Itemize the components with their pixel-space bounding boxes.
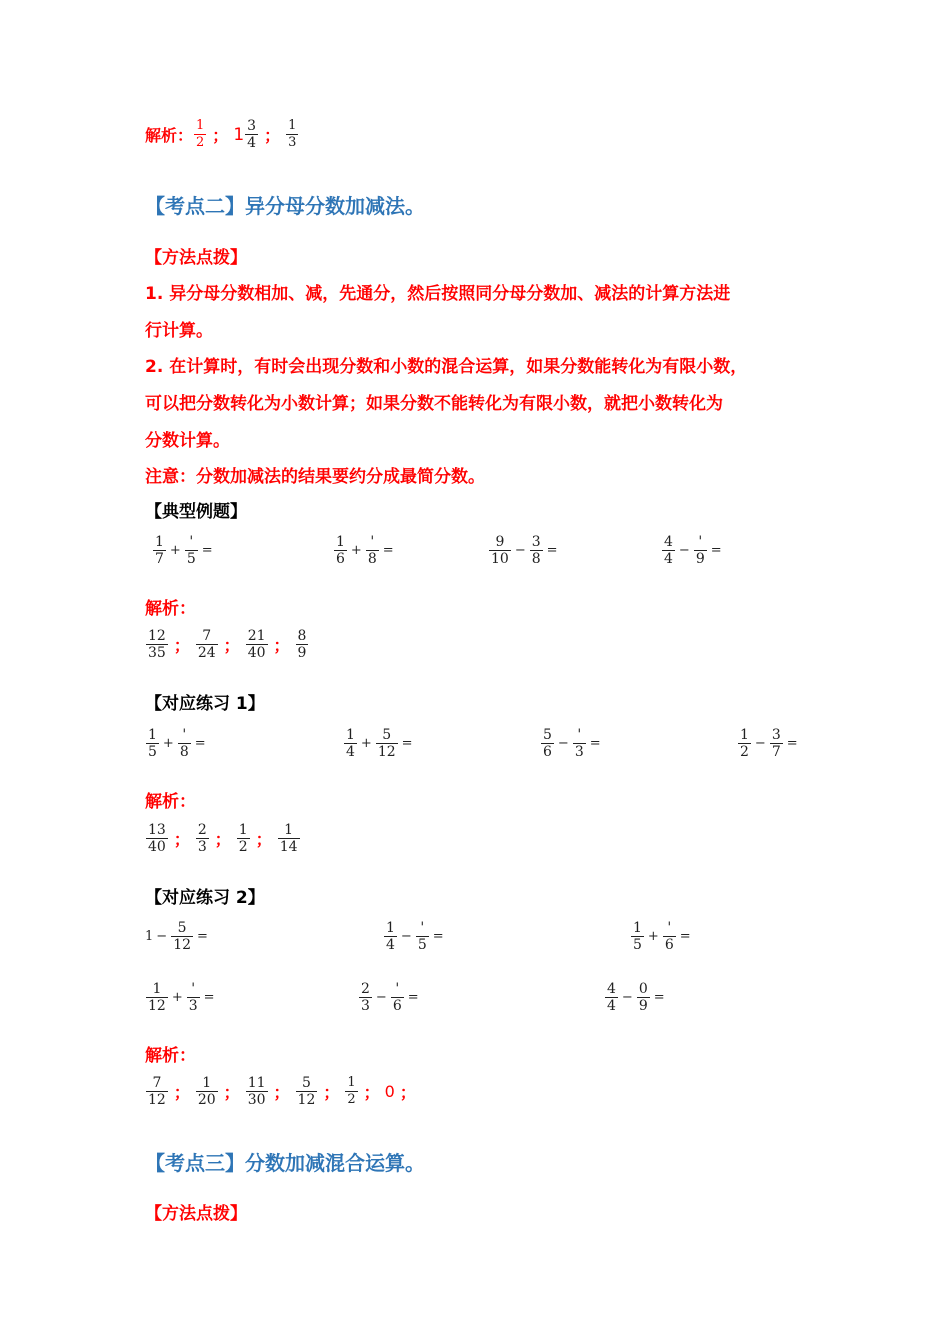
example-title: 【典型例题】 (145, 502, 247, 522)
method-line: 1. 异分母分数相加、减，先通分，然后按照同分母分数加、减法的计算方法进 (145, 284, 731, 304)
expression: $\frac{2}{3}$ − $\frac{'}{6}$ = (361, 981, 419, 1014)
expression: $\frac{1}{4}$ − $\frac{'}{5}$ = (386, 920, 444, 953)
practice1-title: 【对应练习 1】 (145, 694, 265, 714)
method-title: 【方法点拨】 (145, 1204, 247, 1224)
method-line: 分数计算。 (145, 431, 230, 451)
expression: $\frac{1}{5}$ + $\frac{'}{6}$ = (633, 920, 691, 953)
zero-answer: 0 (384, 1082, 395, 1101)
expression: $\frac{4}{4}$ − $\frac{'}{9}$ = (664, 534, 722, 567)
answer-label: 解析： (145, 1046, 196, 1066)
expression: $\frac{9}{10}$ − $\frac{3}{8}$ = (491, 534, 558, 567)
expression: $\frac{1}{7}$ + $\frac{'}{5}$ = (155, 534, 213, 567)
method-line: 可以把分数转化为小数计算；如果分数不能转化为有限小数，就把小数转化为 (145, 394, 723, 414)
expression: $\frac{4}{4}$ − $\frac{0}{9}$ = (607, 981, 665, 1014)
expression: $\frac{1}{2}$ − $\frac{3}{7}$ = (740, 727, 798, 760)
answers: $\frac{13}{40}$ ； $\frac{2}{3}$ ； $\frac{1}{2}$ ； $\frac{1}{14}$ (148, 822, 298, 855)
answer-label: 解析： (145, 126, 194, 145)
section-title-kaodian2: 【考点二】异分母分数加减法。 (145, 194, 425, 218)
fraction: $\frac{3}{4}$ (247, 118, 257, 151)
expression: $\frac{1}{12}$ + $\frac{'}{3}$ = (148, 981, 215, 1014)
fraction: $\frac{1}{3}$ (288, 118, 297, 150)
method-line: 2. 在计算时，有时会出现分数和小数的混合运算，如果分数能转化为有限小数， (145, 357, 748, 377)
fraction: $\frac{1}{2}$ (196, 118, 205, 150)
note-line: 注意：分数加减法的结果要约分成最简分数。 (145, 467, 485, 487)
answers: $\frac{12}{35}$ ； $\frac{7}{24}$ ； $\frac{21}{40}$ ； $\frac{8}{9}$ (148, 628, 307, 661)
expression: $\frac{1}{6}$ + $\frac{'}{8}$ = (336, 534, 394, 567)
expression: $\frac{5}{6}$ − $\frac{'}{3}$ = (543, 727, 601, 760)
method-line: 行计算。 (145, 321, 213, 341)
mixed-whole: 1 (233, 124, 245, 145)
answer-label: 解析： (145, 599, 196, 619)
expression: 1 − $\frac{5}{12}$ = (145, 920, 208, 953)
expression: $\frac{1}{4}$ + $\frac{5}{12}$ = (346, 727, 413, 760)
answers: $\frac{7}{12}$ ； $\frac{1}{20}$ ； $\frac{11}{30}$ ； $\frac{5}{12}$ ； $\frac{1}{2}$ ； 0 ； (148, 1075, 416, 1108)
expression: $\frac{1}{5}$ + $\frac{'}{8}$ = (148, 727, 206, 760)
answer-label: 解析： (145, 792, 196, 812)
top-answer: 解析： $\frac{1}{2}$ ； 1 $\frac{3}{4}$ ； $\frac{1}{3}$ (145, 118, 297, 151)
method-title: 【方法点拨】 (145, 248, 247, 268)
section-title-kaodian3: 【考点三】分数加减混合运算。 (145, 1151, 425, 1175)
practice2-title: 【对应练习 2】 (145, 888, 265, 908)
